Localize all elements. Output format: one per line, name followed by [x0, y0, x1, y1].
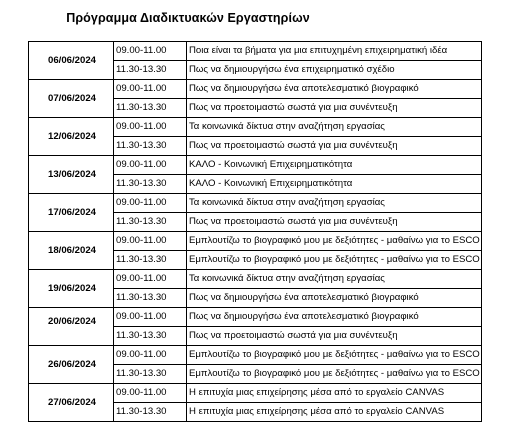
time-cell: 09.00-11.00	[114, 270, 187, 289]
topic-cell: Εμπλουτίζω το βιογραφικό μου με δεξιότητες - μαθαίνω για το ESCO	[187, 365, 482, 384]
topic-cell: Πως να δημιουργήσω ένα αποτελεσματικό βιογραφικό	[187, 308, 482, 327]
date-label: 20/06/2024	[47, 315, 96, 327]
time-cell: 11.30-13.30	[114, 137, 187, 156]
time-cell: 11.30-13.30	[114, 251, 187, 270]
table-row	[29, 194, 482, 213]
topic-cell: Η επιτυχία μιας επιχείρησης μέσα από το εργαλείο CANVAS	[187, 384, 482, 403]
date-cell	[29, 384, 114, 422]
date-label: 06/06/2024	[47, 54, 96, 66]
topic-cell: Εμπλουτίζω το βιογραφικό μου με δεξιότητες - μαθαίνω για το ESCO	[187, 251, 482, 270]
topic-cell: Πως να δημιουργήσω ένα αποτελεσματικό βιογραφικό	[187, 80, 482, 99]
topic-cell: Εμπλουτίζω το βιογραφικό μου με δεξιότητες - μαθαίνω για το ESCO	[187, 232, 482, 251]
table-row	[29, 270, 482, 289]
topic-cell: Εμπλουτίζω το βιογραφικό μου με δεξιότητες - μαθαίνω για το ESCO	[187, 346, 482, 365]
time-cell: 09.00-11.00	[114, 118, 187, 137]
time-cell: 09.00-11.00	[114, 194, 187, 213]
date-cell	[29, 118, 114, 156]
time-cell: 09.00-11.00	[114, 156, 187, 175]
date-label: 13/06/2024	[47, 168, 96, 180]
time-cell: 11.30-13.30	[114, 403, 187, 422]
table-row	[29, 42, 482, 61]
date-cell	[29, 80, 114, 118]
time-cell: 11.30-13.30	[114, 61, 187, 80]
topic-cell: Τα κοινωνικά δίκτυα στην αναζήτηση εργασίας	[187, 270, 482, 289]
schedule-table-body	[29, 42, 482, 422]
date-cell	[29, 232, 114, 270]
topic-cell: Η επιτυχία μιας επιχείρησης μέσα από το εργαλείο CANVAS	[187, 403, 482, 422]
time-cell: 09.00-11.00	[114, 232, 187, 251]
topic-cell: Τα κοινωνικά δίκτυα στην αναζήτηση εργασίας	[187, 194, 482, 213]
date-label: 26/06/2024	[47, 358, 96, 370]
schedule-table	[28, 41, 482, 422]
date-cell	[29, 42, 114, 80]
date-label: 18/06/2024	[47, 244, 96, 256]
table-row	[29, 80, 482, 99]
table-row	[29, 156, 482, 175]
page-title: Πρόγραμμα Διαδικτυακών Εργαστηρίων	[66, 11, 310, 25]
topic-cell: Πως να προετοιμαστώ σωστά για μια συνέντευξη	[187, 137, 482, 156]
date-cell	[29, 156, 114, 194]
time-cell: 09.00-11.00	[114, 42, 187, 61]
date-cell	[29, 194, 114, 232]
time-cell: 11.30-13.30	[114, 213, 187, 232]
time-cell: 11.30-13.30	[114, 289, 187, 308]
time-cell: 11.30-13.30	[114, 365, 187, 384]
topic-cell: Τα κοινωνικά δίκτυα στην αναζήτηση εργασίας	[187, 118, 482, 137]
date-label: 07/06/2024	[47, 92, 96, 104]
date-label: 12/06/2024	[47, 130, 96, 142]
table-row	[29, 384, 482, 403]
date-cell	[29, 308, 114, 346]
time-cell: 11.30-13.30	[114, 327, 187, 346]
date-label: 19/06/2024	[47, 282, 96, 294]
time-cell: 09.00-11.00	[114, 346, 187, 365]
date-cell	[29, 346, 114, 384]
topic-cell: Ποια είναι τα βήματα για μια επιτυχημένη επιχειρηματική ιδέα	[187, 42, 482, 61]
topic-cell: Πως να προετοιμαστώ σωστά για μια συνέντευξη	[187, 213, 482, 232]
table-row	[29, 232, 482, 251]
table-row	[29, 308, 482, 327]
date-cell	[29, 270, 114, 308]
topic-cell: Πως να δημιουργήσω ένα επιχειρηματικό σχέδιο	[187, 61, 482, 80]
time-cell: 09.00-11.00	[114, 384, 187, 403]
topic-cell: Πως να προετοιμαστώ σωστά για μια συνέντευξη	[187, 99, 482, 118]
date-label: 27/06/2024	[47, 396, 96, 408]
table-row	[29, 346, 482, 365]
table-row	[29, 118, 482, 137]
date-label: 17/06/2024	[47, 206, 96, 218]
time-cell: 09.00-11.00	[114, 308, 187, 327]
time-cell: 11.30-13.30	[114, 99, 187, 118]
time-cell: 11.30-13.30	[114, 175, 187, 194]
topic-cell: Πως να δημιουργήσω ένα αποτελεσματικό βιογραφικό	[187, 289, 482, 308]
topic-cell: ΚΑΛΟ - Κοινωνική Επιχειρηματικότητα	[187, 156, 482, 175]
topic-cell: Πως να προετοιμαστώ σωστά για μια συνέντευξη	[187, 327, 482, 346]
topic-cell: ΚΑΛΟ - Κοινωνική Επιχειρηματικότητα	[187, 175, 482, 194]
time-cell: 09.00-11.00	[114, 80, 187, 99]
